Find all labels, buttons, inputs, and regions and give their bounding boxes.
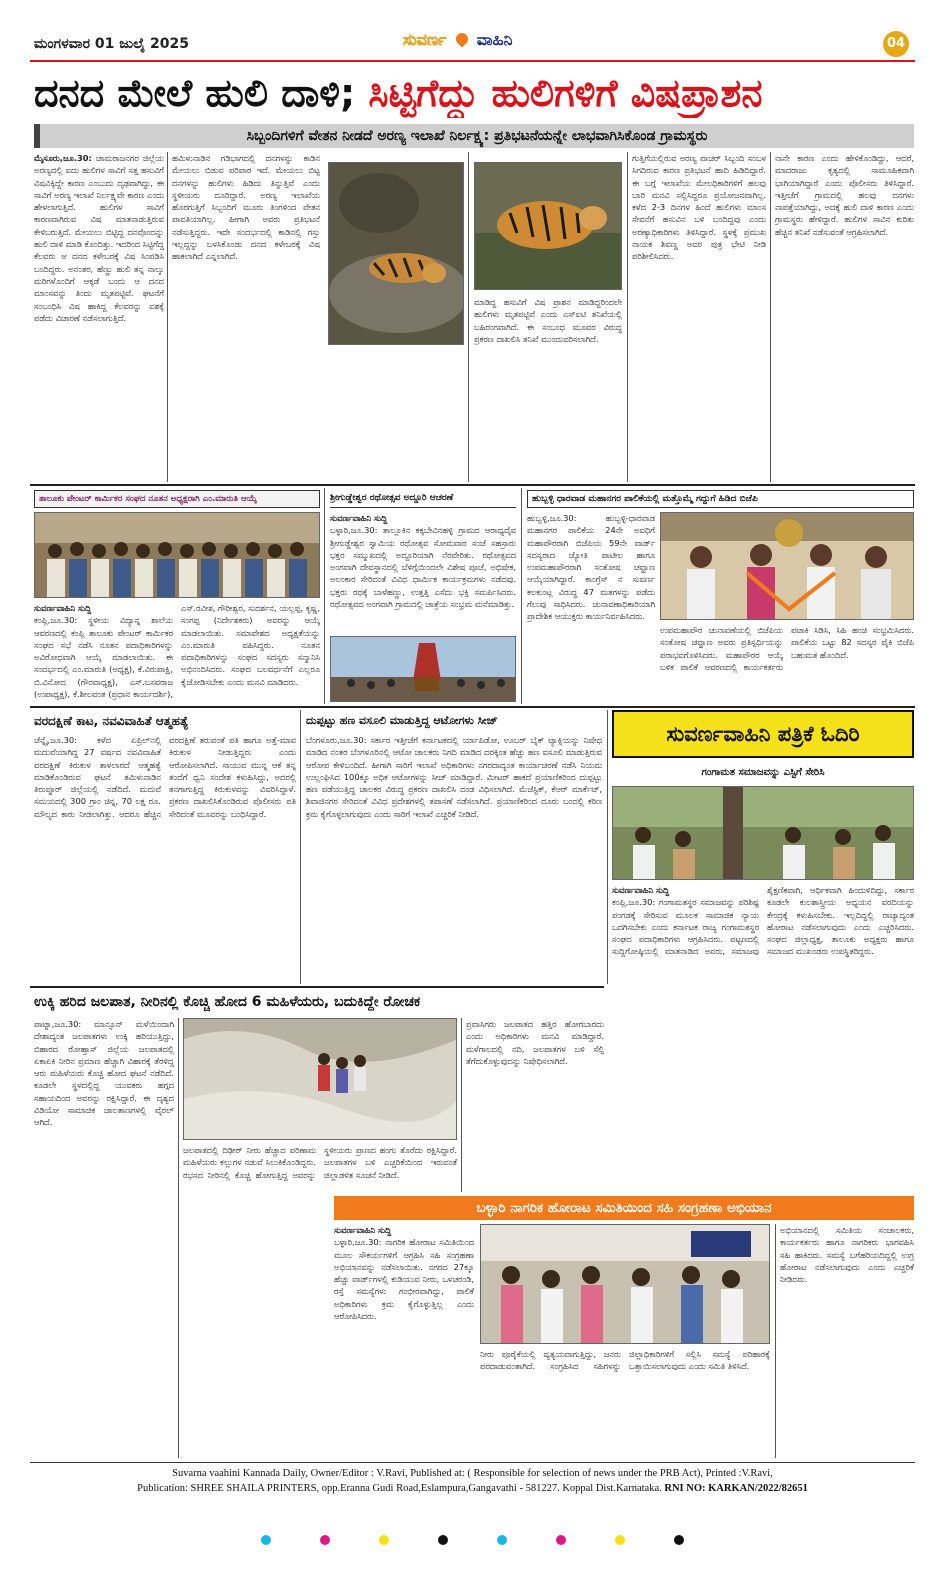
bellary-dateline: ಸುವರ್ಣವಾಹಿನಿ ಸುದ್ದಿ xyxy=(334,1225,392,1235)
imprint-line-2: Publication: SHREE SHAILA PRINTERS, opp.Eranna Gudi Road,Eslampura,Gangavathi - 581227. Koppal Dist.Karnataka. xyxy=(137,1483,662,1494)
taluk-text: ಕಂಪ್ಲಿ,ಜೂ.30: ಸ್ಥಳೀಯ ವಿದ್ಯಾನ್ನ ಶಾಲೆಯ ಆವರಣದಲ್ಲಿ ಕಂಪ್ಲಿ ತಾಲೂಕು ಪೇಂಟರ್ ಕಾರ್ಮಿಕರ ಸಂಘದ ಸಭೆ ನಡೆಸಿ ನೂತನ ಪದಾಧಿಕಾರಿಗಳನ್ನು ಅವಿರೋಧವಾಗಿ ಆಯ್ಕೆ ಮಾಡಲಾಯಿತು. ಈ ಸಂದರ್ಭದಲ್ಲಿ ಎಂ.ಮಾರುತಿ (ಅಧ್ಯಕ್ಷ), ಕೆ.ವಿರುಪಾಕ್ಷಿ, ಬಿ.ವಿನೋದ (ಗೌರವಾಧ್ಯಕ್ಷ), ಎಸ್.ಬಸವರಾಜ (ಉಪಾಧ್ಯಕ್ಷ), ಕೆ.ಶೀಲವಂತ (ಪ್ರಧಾನ ಕಾರ್ಯದರ್ಶಿ), ಎಸ್.ರವೀಶ, ಗೌರೀಶ್ವರ, ಸುದರ್ಶನ, ಯಲ್ಲಪ್ಪ, ಕೃಷ್ಣ, ಸಂಗಪ್ಪ (ನಿರ್ದೇಶಕರು) ಅವರನ್ನು ಆಯ್ಕೆ ಮಾಡಲಾಯಿತು. ಸಮಾವೇಶದ ಅಧ್ಯಕ್ಷತೆಯನ್ನು ಎಂ.ಮಾರುತಿ ವಹಿಸಿದ್ದರು. ನೂತನ ಪದಾಧಿಕಾರಿಗಳನ್ನು ಸಂಘದ ಸದಸ್ಯರು ಸನ್ಮಾನಿಸಿ ಅಭಿನಂದಿಸಿದರು. ಸಂಘದ ಬಲವರ್ಧನೆಗೆ ಎಲ್ಲರೂ ಕೈಜೋಡಿಸಬೇಕು ಎಂದು ಮನವಿ ಮಾಡಿದರು. xyxy=(34,603,320,700)
lead-col-1 xyxy=(34,152,164,482)
taluk-group-photo xyxy=(34,512,320,598)
lead-subhead xyxy=(34,124,914,148)
imprint-line-1: Suvarna vaahini Kannada Daily, Owner/Editor : V.Ravi, Published at: ( Responsible for selection of news under the PRB Act), Printed :V.Ravi, xyxy=(172,1468,773,1479)
waterfall-text-2: ಜಲಪಾತದಲ್ಲಿ ದಿಢೀರ್ ನೀರು ಹೆಚ್ಚಾದ ಪರಿಣಾಮ ಮಹಿಳೆಯರು ಕಲ್ಲುಗಳ ನಡುವೆ ಸಿಲುಕಿಕೊಂಡಿದ್ದರು. ರಭಸದ ನೀರಿನಲ್ಲಿ ಕೊಚ್ಚಿ ಹೋಗುತ್ತಿದ್ದ ಅವರನ್ನು ಸ್ಥಳೀಯರು ಪ್ರಾಣದ ಹಂಗು ತೊರೆದು ರಕ್ಷಿಸಿದ್ದಾರೆ. ಜಲಪಾತಗಳ ಬಳಿ ಎಚ್ಚರಿಕೆಯಿಂದ ಇರುವಂತೆ ಜಿಲ್ಲಾಡಳಿತ ಸೂಚನೆ ನೀಡಿದೆ. xyxy=(183,1145,457,1180)
dowry-text: ಚೆನ್ನೈ,ಜೂ.30: ಕಳೆದ ಏಪ್ರಿಲ್‌ನಲ್ಲಿ ಮದುವೆಯಾಗಿದ್ದ 27 ವರ್ಷದ ನವವಿವಾಹಿತೆ ವರದಕ್ಷಿಣೆ ಕಿರುಕುಳ ತಾಳಲಾರದೆ ಆತ್ಮಹತ್ಯೆ ಮಾಡಿಕೊಂಡಿರುವ ಘಟನೆ ತಮಿಳುನಾಡಿನ ತಿರುಪ್ಪೂರ್ ಜಿಲ್ಲೆಯಲ್ಲಿ ನಡೆದಿದೆ. ಮದುವೆ ಸಮಯದಲ್ಲಿ 300 ಗ್ರಾಂ ಚಿನ್ನ, 70 ಲಕ್ಷ ರೂ. ಮೌಲ್ಯದ ಕಾರು ನೀಡಲಾಗಿತ್ತು. ಆದರೂ ಹೆಚ್ಚಿನ ವರದಕ್ಷಿಣೆ ತರುವಂತೆ ಪತಿ ಹಾಗೂ ಅತ್ತೆ-ಮಾವ ಕಿರುಕುಳ ನೀಡುತ್ತಿದ್ದರು ಎಂದು ಆರೋಪಿಸಲಾಗಿದೆ. ಸಾಯುವ ಮುನ್ನ ಆಕೆ ತನ್ನ ತಂದೆಗೆ ಧ್ವನಿ ಸಂದೇಶ ಕಳುಹಿಸಿದ್ದು, ಅದರಲ್ಲಿ ತನಗಾಗುತ್ತಿದ್ದ ಕಿರುಕುಳವನ್ನು ವಿವರಿಸಿದ್ದಾಳೆ. ಪ್ರಕರಣ ದಾಖಲಿಸಿಕೊಂಡಿರುವ ಪೊಲೀಸರು ಪತಿ ಸೇರಿದಂತೆ ಮೂವರನ್ನು ಬಂಧಿಸಿದ್ದಾರೆ. xyxy=(34,735,296,819)
bellary-text-3: ಅಭಿಯಾನದಲ್ಲಿ ಸಮಿತಿಯ ಸಂಚಾಲಕರು, ಕಾರ್ಯಕರ್ತರು ಹಾಗೂ ನಾಗರಿಕರು ಭಾಗವಹಿಸಿ ಸಹಿ ಹಾಕಿದರು. ಸಮಸ್ಯೆ ಬಗೆಹರಿಯದಿದ್ದಲ್ಲಿ ಉಗ್ರ ಹೋರಾಟ ನಡೆಸಲಾಗುವುದು ಎಂದು ಎಚ್ಚರಿಕೆ ನೀಡಿದರು. xyxy=(780,1225,914,1285)
taluk-dateline: ಸುವರ್ಣವಾಹಿನಿ ಸುದ್ದಿ xyxy=(34,603,92,613)
ratha-photo xyxy=(330,636,516,702)
gangamata-headline: ಗಂಗಾಮತ ಸಮಾಜವನ್ನು ಎಸ್ಟಿಗೆ ಸೇರಿಸಿ xyxy=(701,767,825,778)
logo-flame-icon xyxy=(453,31,470,48)
masthead-logo xyxy=(403,30,513,58)
promo-text: ಸುವರ್ಣವಾಹಿನಿ ಪತ್ರಿಕೆ ಓದಿರಿ xyxy=(666,722,860,746)
waterfall-photo xyxy=(183,1018,457,1140)
ratha-headline-band xyxy=(330,490,516,508)
yellow-mark-2-icon xyxy=(615,1535,625,1545)
waterfall-headline: ಉಕ್ಕಿ ಹರಿದ ಜಲಪಾತ, ನೀರಿನಲ್ಲಿ ಕೊಚ್ಚಿ ಹೋದ 6 ಮಹಿಳೆಯರು, ಬದುಕಿದ್ದೇ ರೋಚಕ xyxy=(34,994,421,1010)
masthead-rule xyxy=(30,60,915,62)
logo-vahini: ವಾಹಿನಿ xyxy=(476,30,513,49)
lead-col-2: ಹಮಿಳುನಾಡಿನ ಗಡಿಭಾಗದಲ್ಲಿ ದನಗಳನ್ನು ಕಾಡಿನ ಮೇಯಲು ಬಿಡುವ ಪರಿಪಾಠ ಇದೆ. ಮೇಯಲು ಬಿಟ್ಟ ದನಗಳನ್ನು ಹುಲಿಗಳು ಹಿಡಿದು ತಿನ್ನುತ್ತಿವೆ ಎಂದು ಸ್ಥಳೀಯರು ದೂರಿದ್ದಾರೆ. ಅರಣ್ಯ ಇಲಾಖೆಯ ಹೊರಗುತ್ತಿಗೆ ಸಿಬ್ಬಂದಿಗೆ ಮೂರು ತಿಂಗಳಿಂದ ವೇತನ ಪಾವತಿಯಾಗಿಲ್ಲ. ಹೀಗಾಗಿ ಅವರು ಪ್ರತಿಭಟನೆ ನಡೆಸುತ್ತಿದ್ದರು. ಇದೇ ಸಂದರ್ಭದಲ್ಲಿ ಕಾಡಿನಲ್ಲಿ ಗಸ್ತು ಇಲ್ಲದ್ದನ್ನು ಬಳಸಿಕೊಂಡು ದನದ ಕಳೇಬರಕ್ಕೆ ವಿಷ ಹಾಕಲಾಗಿದೆ ಎನ್ನಲಾಗಿದೆ. xyxy=(172,153,320,262)
gangamata-text xyxy=(612,884,914,1184)
group-photo-image xyxy=(35,513,320,598)
lead-col-1-text: ಚಾಮರಾಜನಗರ ಜಿಲ್ಲೆಯ ಅರಣ್ಯದಲ್ಲಿ ಐದು ಹುಲಿಗಳ ಸಾವಿಗೆ ಸತ್ತ ಹಸುವಿಗೆ ವಿಷವಿಕ್ಕಿದ್ದೇ ಕಾರಣ ಎಂಬುದು ದೃಢವಾಗಿದ್ದು, ಈ ಸಾವಿಗೆ ಅರಣ್ಯ ಇಲಾಖೆ ನಿರ್ಲಕ್ಷ್ಯವೇ ಕಾರಣ ಎಂದು ಹೇಳಲಾಗುತ್ತಿದೆ. ಹುಲಿಗಳ ಸಾವಿಗೆ ಕಾರಣವಾಗಿರುವ ವಿಷ ಮಾತನಾಡುತ್ತಿರುವ ಕೇಳಿಬರುತ್ತಿದೆ. ಮೇಯಲು ಬಿಟ್ಟಿದ್ದ ದನವೊಂದನ್ನು ಹುಲಿ ದಾಳಿ ಮಾಡಿ ಕೊಂದಿತ್ತು. ಇದರಿಂದ ಸಿಟ್ಟಿಗೆದ್ದ ಕೆಲವರು ಆ ದನದ ಕಳೇಬರಕ್ಕೆ ವಿಷ ಸಿಂಪಡಿಸಿ ಬಂದಿದ್ದರು. ಅನಂತರ, ಹೆಣ್ಣು ಹುಲಿ ತನ್ನ ನಾಲ್ಕು ಮರಿಗಳೊಂದಿಗೆ ಆಕ್ಕಡೆ ಬಂದು ಆ ದನದ ಮಾಂಸವನ್ನು ತಿಂದು ಮೃತಪಟ್ಟಿವೆ. ಘಟನೆಗೆ ಸಂಬಂಧಿಸಿ ವಿಷ ಹಾಕಿದ್ದ ಕೆಲವರನ್ನು ವಶಕ್ಕೆ ಪಡೆದು ವಿಚಾರಣೆ ನಡೆಸಲಾಗುತ್ತಿದೆ. xyxy=(34,153,164,323)
lead-col-3: ಮಾಡಿದ್ದ ಹಸುವಿಗೆ ವಿಷ ಪ್ರಾಶನ ಮಾಡಿದ್ದರಿಂದಲೇ ಹುಲಿಗಳು ಮೃತಪಟ್ಟಿವೆ ಎಂದು ಎಸ್ಐಟಿ ತನಿಖೆಯಲ್ಲಿ ಬಹಿರಂಗವಾಗಿದೆ. ಈ ಸಂಬಂಧ ಮೂವರ ವಿರುದ್ಧ ಪ್ರಕರಣ ದಾಖಲಿಸಿ ತನಿಖೆ ಮುಂದುವರಿಸಲಾಗಿದೆ. xyxy=(474,297,622,344)
auto-headline: ದುಪ್ಪಟ್ಟು ಹಣ ವಸೂಲಿ ಮಾಡುತ್ತಿದ್ದ ಆಟೋಗಳು ಸೀಜ್ xyxy=(306,714,498,727)
bellary-body-1: ಬಳ್ಳಾರಿ,ಜೂ.30: ನಾಗರಿಕ ಹೋರಾಟ ಸಮಿತಿಯಿಂದ ಮೂಲ ಸೌಕರ್ಯಗಳಿಗೆ ಆಗ್ರಹಿಸಿ ಸಹಿ ಸಂಗ್ರಹಣಾ ಅಭಿಯಾನವನ್ನು ನಡೆಸಲಾಯಿತು. ನಗರದ 27ಕ್ಕೂ ಹೆಚ್ಚು ವಾರ್ಡ್‌ಗಳಲ್ಲಿ ಕುಡಿಯುವ ನೀರು, ಒಳಚರಂಡಿ, ರಸ್ತೆ ಸಮಸ್ಯೆಗಳು ಗಂಭೀರವಾಗಿದ್ದು, ಪಾಲಿಕೆ ಅಧಿಕಾರಿಗಳು ಕ್ರಮ ಕೈಗೊಳ್ಳುತ್ತಿಲ್ಲ ಎಂದು ಆರೋಪಿಸಿದರು. xyxy=(334,1237,474,1322)
ratha-text: ಬಳ್ಳಾರಿ,ಜೂ.30: ತಾಲ್ಲೂಕಿನ ಕಕ್ಕಬೇವಿನಹಳ್ಳಿ ಗ್ರಾಮದ ಆರಾಧ್ಯದೈವ ಶ್ರೀಗುಡ್ಡೇಶ್ವರ ಸ್ವಾಮಿಯ ರಥೋತ್ಸವ ಸೋಮವಾರ ಸಂಜೆ ಸಹಸ್ರಾರು ಭಕ್ತರ ಸಮ್ಮುಖದಲ್ಲಿ ಅದ್ದೂರಿಯಾಗಿ ನೆರವೇರಿತು. ರಥೋತ್ಸವದ ಅಂಗವಾಗಿ ದೇವಸ್ಥಾನದಲ್ಲಿ ಬೆಳಿಗ್ಗೆಯಿಂದಲೇ ವಿಶೇಷ ಪೂಜೆ, ಅಭಿಷೇಕ, ಅಲಂಕಾರ ಸೇರಿದಂತೆ ವಿವಿಧ ಧಾರ್ಮಿಕ ಕಾರ್ಯಕ್ರಮಗಳು ನಡೆದವು. ಭಕ್ತರು ರಥಕ್ಕೆ ಬಾಳೆಹಣ್ಣು, ಉತ್ತತ್ತಿ ಎಸೆದು ಭಕ್ತಿ ಸಮರ್ಪಿಸಿದರು. ರಥೋತ್ಸವದ ಅಂಗವಾಗಿ ಗ್ರಾಮದಲ್ಲಿ ಜಾತ್ರೆಯ ಸಂಭ್ರಮ ಮನೆಮಾಡಿತ್ತು. xyxy=(330,525,516,610)
magenta-mark-icon xyxy=(320,1535,330,1545)
dead-tiger-2-image xyxy=(475,163,622,290)
cyan-mark-icon xyxy=(261,1535,271,1545)
registration-marks xyxy=(0,1530,945,1542)
magenta-mark-2-icon xyxy=(556,1535,566,1545)
auto-text: ಬೆಂಗಳೂರು,ಜೂ.30: ಸರ್ಕಾರ ಇತ್ತೀಚೆಗೆ ಕರ್ನಾಟಕದಲ್ಲಿ ರ್ಯಾಪಿಡೋ, ಊಬರ್ ಬೈಕ್ ಟ್ಯಾಕ್ಸಿಯನ್ನು ನಿಷೇಧ ಮಾಡಿದ ನಂತರ ಬೆಂಗಳೂರಿನಲ್ಲಿ ಆಟೋ ಚಾಲಕರು ನಿಗದಿ ಮಾಡಿದ ದರಕ್ಕಿಂತ ಹೆಚ್ಚು ಹಣ ವಸೂಲಿ ಮಾಡುತ್ತಿರುವ ಆರೋಪ ಕೇಳಿಬಂದಿದೆ. ಹೀಗಾಗಿ ಸಾರಿಗೆ ಇಲಾಖೆ ಅಧಿಕಾರಿಗಳು ನಗರದಾದ್ಯಂತ ಕಾರ್ಯಾಚರಣೆ ನಡೆಸಿ ನಿಯಮ ಉಲ್ಲಂಘಿಸಿದ 100ಕ್ಕೂ ಅಧಿಕ ಆಟೋಗಳನ್ನು ಸೀಜ್ ಮಾಡಿದ್ದಾರೆ. ಮೀಟರ್ ಹಾಕದೆ ಪ್ರಯಾಣಿಕರಿಂದ ದುಪ್ಪಟ್ಟು ಹಣ ಪಡೆಯುತ್ತಿದ್ದ ಚಾಲಕರ ವಿರುದ್ಧ ಪ್ರಕರಣ ದಾಖಲಿಸಿ ದಂಡ ವಿಧಿಸಲಾಗಿದೆ. ಮೆಜೆಸ್ಟಿಕ್, ಕೆಆರ್ ಮಾರ್ಕೆಟ್, ಶಿವಾಜಿನಗರ ಸೇರಿದಂತೆ ವಿವಿಧ ಪ್ರದೇಶಗಳಲ್ಲಿ ತಪಾಸಣೆ ನಡೆಸಲಾಗಿದೆ. ಪ್ರಯಾಣಿಕರಿಂದ ದೂರು ಬಂದಲ್ಲಿ ಕಠಿಣ ಕ್ರಮ ಕೈಗೊಳ್ಳಲಾಗುವುದು ಎಂದು ಸಾರಿಗೆ ಇಲಾಖೆ ಎಚ್ಚರಿಕೆ ನೀಡಿದೆ. xyxy=(306,735,602,819)
lead-col-5: ನಾನೇ ಕಾರಣ ಎಂದು ಹೇಳಿಕೊಂಡಿದ್ದು, ಆದರೆ, ಮಾದರಾಜು ಕೃತ್ಯದಲ್ಲಿ ಸಾಮೂಹಿಕವಾಗಿ ಭಾಗಿಯಾಗಿದ್ದಾರೆ ಎಂದು ಪೊಲೀಸರು ತಿಳಿಸಿದ್ದಾರೆ. ಇತ್ತೀಚೆಗೆ ಗ್ರಾಮದಲ್ಲಿ ಹಲವು ದನಗಳು ನಾಪತ್ತೆಯಾಗಿದ್ದು, ಅದಕ್ಕೆ ಹುಲಿ ದಾಳಿ ಕಾರಣ ಎಂದು ಗ್ರಾಮಸ್ಥರು ಹೇಳಿದ್ದಾರೆ. ಹುಲಿಗಳ ಸಾವಿನ ಕುರಿತು ಹೆಚ್ಚಿನ ತನಿಖೆ ನಡೆಸುವಂತೆ ಆಗ್ರಹಿಸಲಾಗಿದೆ. xyxy=(775,153,914,237)
waterfall-text-1: ಪಾಟ್ನಾ,ಜೂ.30: ಮಾನ್ಸೂನ್ ಮಳೆಯಿಂದಾಗಿ ದೇಶಾದ್ಯಂತ ಜಲಪಾತಗಳು ಉಕ್ಕಿ ಹರಿಯುತ್ತಿದ್ದು, ಬಿಹಾರದ ರೋಹ್ತಾಸ್ ಜಿಲ್ಲೆಯ ಜಲಪಾತದಲ್ಲಿ ಏಕಾಏಕಿ ನೀರಿನ ಪ್ರಮಾಣ ಹೆಚ್ಚಾಗಿ ವಿಹಾರಕ್ಕೆ ತೆರಳಿದ್ದ ಆರು ಮಹಿಳೆಯರು ಕೊಚ್ಚಿ ಹೋದ ಘಟನೆ ನಡೆದಿದೆ. ಕೂಡಲೇ ಸ್ಥಳದಲ್ಲಿದ್ದ ಯುವಕರು ಹಗ್ಗದ ಸಹಾಯದಿಂದ ಅವರನ್ನು ರಕ್ಷಿಸಿದ್ದಾರೆ. ಈ ದೃಶ್ಯದ ವಿಡಿಯೋ ಸಾಮಾಜಿಕ ಜಾಲತಾಣಗಳಲ್ಲಿ ವೈರಲ್ ಆಗಿದೆ. xyxy=(34,1019,174,1128)
bjp-headline: ಹುಬ್ಬಳ್ಳಿ ಧಾರವಾಡ ಮಹಾನಗರ ಪಾಲಿಕೆಯಲ್ಲಿ ಮತ್ತೊಮ್ಮೆ ಗದ್ದುಗೆ ಹಿಡಿದ ಬಿಜೆಪಿ xyxy=(532,494,758,504)
logo-suvarna: ಸುವರ್ಣ xyxy=(403,30,447,49)
bellary-text-1 xyxy=(334,1224,474,1458)
imprint xyxy=(30,1466,915,1502)
lead-headline xyxy=(34,68,914,118)
yellow-mark-icon xyxy=(379,1535,389,1545)
taluk-headline-band xyxy=(34,490,320,508)
chariot-festival-image xyxy=(331,637,516,702)
cyan-mark-2-icon xyxy=(497,1535,507,1545)
gangamata-body: ಕಂಪ್ಲಿ,ಜೂ.30: ಗಂಗಾಮತಸ್ಥರ ಸಮಾಜವನ್ನು ಪರಿಶಿಷ್ಟ ಪಂಗಡಕ್ಕೆ ಸೇರಿಸುವ ಮೂಲಕ ಸಾಮಾಜಿಕ ನ್ಯಾಯ ಒದಗಿಸಬೇಕು ಎಂದು ಕರ್ನಾಟಕ ರಾಜ್ಯ ಗಂಗಾಮತಸ್ಥರ ಸಂಘದ ಪದಾಧಿಕಾರಿಗಳು ಆಗ್ರಹಿಸಿದರು. ಪಟ್ಟಣದಲ್ಲಿ ಸುದ್ದಿಗೋಷ್ಠಿಯಲ್ಲಿ ಮಾತನಾಡಿದ ಅವರು, ಸಮಾಜವು ಶೈಕ್ಷಣಿಕವಾಗಿ, ಆರ್ಥಿಕವಾಗಿ ಹಿಂದುಳಿದಿದ್ದು, ಸರ್ಕಾರ ಕೂಡಲೇ ಕುಲಶಾಸ್ತ್ರೀಯ ಅಧ್ಯಯನ ವರದಿಯನ್ನು ಕೇಂದ್ರಕ್ಕೆ ಕಳುಹಿಸಬೇಕು. ಇಲ್ಲದಿದ್ದಲ್ಲಿ ರಾಜ್ಯಾದ್ಯಂತ ಹೋರಾಟ ನಡೆಸಲಾಗುವುದು ಎಂದು ಎಚ್ಚರಿಸಿದರು. ಸಂಘದ ಜಿಲ್ಲಾಧ್ಯಕ್ಷ, ತಾಲೂಕು ಅಧ್ಯಕ್ಷರು ಹಾಗೂ ಸಮಾಜದ ಮುಖಂಡರು ಉಪಸ್ಥಿತರಿದ್ದರು. xyxy=(612,885,914,957)
lead-photo-tiger-2 xyxy=(474,162,622,290)
bellary-text-2: ನೀರು ಪೂರೈಕೆಯಲ್ಲಿ ವ್ಯತ್ಯಯವಾಗುತ್ತಿದ್ದು, ಜನರು ಪರದಾಡುವಂತಾಗಿದೆ. ಸಂಗ್ರಹಿಸಿದ ಸಹಿಗಳನ್ನು ಜಿಲ್ಲಾಧಿಕಾರಿಗಳಿಗೆ ಸಲ್ಲಿಸಿ ಸಮಸ್ಯೆ ಪರಿಹಾರಕ್ಕೆ ಒತ್ತಾಯಿಸಲಾಗುವುದು ಎಂದು ಸಮಿತಿ ತಿಳಿಸಿದೆ. xyxy=(480,1349,770,1372)
taluk-story-text xyxy=(34,602,320,702)
bjp-headline-band xyxy=(527,490,914,508)
bjp-photo xyxy=(660,512,914,620)
imprint-line-2-wrap xyxy=(30,1481,915,1496)
lead-dateline: ಮೈಸೂರು,ಜೂ.30: xyxy=(34,153,92,163)
bellary-photo xyxy=(480,1224,770,1344)
waterfall-rescue-image xyxy=(184,1019,457,1140)
taluk-headline: ತಾಲೂಕು ಪೇಂಟರ್ ಕಾರ್ಮಿಕರ ಸಂಘದ ನೂತನ ಅಧ್ಯಕ್ಷರಾಗಿ ಎಂ.ಮಾರುತಿ ಆಯ್ಕೆ xyxy=(39,494,257,504)
lead-headline-red: ಸಿಟ್ಟಿಗೆದ್ದು ಹುಲಿಗಳಿಗೆ ವಿಷಪ್ರಾಶನ xyxy=(368,71,763,115)
lead-subhead-text: ಸಿಬ್ಬಂದಿಗಳಿಗೆ ವೇತನ ನೀಡದೆ ಅರಣ್ಯ ಇಲಾಖೆ ನಿರ್ಲಕ್ಷ್ಯ: ಪ್ರತಿಭಟನೆಯನ್ನೇ ಲಾಭವಾಗಿಸಿಕೊಂಡ ಗ್ರಾಮಸ್ಥರು xyxy=(246,128,708,144)
bjp-text-1: ಹುಬ್ಬಳ್ಳಿ,ಜೂ.30: ಹುಬ್ಬಳ್ಳಿ-ಧಾರವಾಡ ಮಹಾನಗರ ಪಾಲಿಕೆಯ 24ನೇ ಅವಧಿಗೆ ಮಹಾಪೌರರಾಗಿ ಬಿಜೆಪಿಯ 59ನೇ ವಾರ್ಡ್ ಸದಸ್ಯರಾದ ಜ್ಯೋತಿ ಪಾಟೀಲ ಹಾಗೂ ಉಪಮಹಾಪೌರರಾಗಿ ಸಂತೋಷ ಚವ್ಹಾಣ ಆಯ್ಕೆಯಾಗಿದ್ದಾರೆ. ಕಾಂಗ್ರೆಸ್ ನ ಸುವರ್ಣ ಕಲಕುಂಟ್ಲ ವಿರುದ್ಧ 47 ಮತಗಳನ್ನು ಪಡೆದು ಗೆಲುವು ಸಾಧಿಸಿದರು. ಚುನಾವಣಾಧಿಕಾರಿಯಾಗಿ ಪ್ರಾದೇಶಿಕ ಆಯುಕ್ತರು ಕಾರ್ಯನಿರ್ವಹಿಸಿದರು. xyxy=(527,513,655,622)
page-number: 04 xyxy=(883,31,909,57)
dowry-headline: ವರದಕ್ಷಿಣೆ ಕಾಟ, ನವವಿವಾಹಿತೆ ಆತ್ಮಹತ್ಯೆ xyxy=(34,714,189,728)
ratha-dateline: ಸುವರ್ಣವಾಹಿನಿ ಸುದ್ದಿ xyxy=(330,513,388,523)
bellary-headline: ಬಳ್ಳಾರಿ ನಾಗರಿಕ ಹೋರಾಟ ಸಮಿತಿಯಿಂದ ಸಹಿ ಸಂಗ್ರಹಣಾ ಅಭಿಯಾನ xyxy=(476,1200,772,1216)
lead-photo-caption xyxy=(328,348,464,388)
waterfall-text-3: ಪ್ರವಾಸಿಗರು ಜಲಪಾತದ ಹತ್ತಿರ ಹೋಗಬಾರದು ಎಂದು ಅಧಿಕಾರಿಗಳು ಮನವಿ ಮಾಡಿದ್ದಾರೆ. ಮಳೆಗಾಲದಲ್ಲಿ ನದಿ, ಜಲಪಾತಗಳ ಬಳಿ ಸೆಲ್ಫಿ ತೆಗೆದುಕೊಳ್ಳುವುದನ್ನು ನಿಷೇಧಿಸಲಾಗಿದೆ. xyxy=(466,1019,604,1066)
ratha-headline: ಶ್ರೀಗುಡ್ಡೇಶ್ವರ ರಥೋತ್ಸವ ಅದ್ದೂರಿ ಆಚರಣೆ xyxy=(330,493,454,503)
black-mark-2-icon xyxy=(674,1535,684,1545)
community-meeting-image xyxy=(613,787,914,880)
gangamata-dateline: ಸುವರ್ಣವಾಹಿನಿ ಸುದ್ದಿ xyxy=(612,885,670,895)
lead-photo-tiger-1 xyxy=(328,162,464,345)
lead-headline-black: ದನದ ಮೇಲೆ ಹುಲಿ ದಾಳಿ; xyxy=(34,71,356,115)
dead-tiger-image xyxy=(329,163,464,345)
masthead-date: ಮಂಗಳವಾರ 01 ಜುಲೈ 2025 xyxy=(34,36,189,52)
imprint-rni: RNI NO: KARKAN/2022/82651 xyxy=(664,1483,808,1494)
signature-campaign-image xyxy=(481,1225,770,1344)
black-mark-icon xyxy=(438,1535,448,1545)
promo-box[interactable] xyxy=(612,710,914,758)
ratha-story-text xyxy=(330,512,516,632)
masthead xyxy=(0,30,945,62)
mayor-celebration-image xyxy=(661,513,914,620)
lead-col-4: ಗುತ್ತಿಗೆಯಲ್ಲಿರುವ ಅರಣ್ಯ ವಾಚರ್ ಸಿಬ್ಬಂದಿ ಸಂಬಳ ಸಿಗದಿರುವ ಕಾರಣ ಪ್ರತಿಭಟನೆ ಹಾದಿ ಹಿಡಿದಿದ್ದಾರೆ. ಈ ಬಗ್ಗೆ ಇಲಾಖೆಯ ಮೇಲಧಿಕಾರಿಗಳಿಗೆ ಹಲವು ಬಾರಿ ಮನವಿ ಸಲ್ಲಿಸಿದ್ದರೂ ಪ್ರಯೋಜನವಾಗಿಲ್ಲ. ಕಳೆದ 2-3 ದಿನಗಳ ಹಿಂದೆ ಹುಲಿಗಳು ಮಾಂಸ ಸೇವನೆಗೆ ಹಸುವಿನ ಬಳಿ ಬಂದಿದ್ದವು ಎಂದು ಅರಣ್ಯಾಧಿಕಾರಿಗಳು ತಿಳಿಸಿದ್ದಾರೆ. ಸ್ಥಳಕ್ಕೆ ಪ್ರಮುಖ ನಾಯಕ ಶಿವಣ್ಣ ಅವರ ಪುತ್ರ ಭೇಟಿ ನೀಡಿ ಪರಿಶೀಲಿಸಿದರು. xyxy=(632,153,766,262)
gangamata-photo xyxy=(612,786,914,880)
bjp-text-2: ಉಪಮಹಾಪೌರ ಚುನಾವಣೆಯಲ್ಲಿ ಬಿಜೆಪಿಯ ಸಂತೋಷ ಚವ್ಹಾಣ ಅವರು ಪ್ರತಿಸ್ಪರ್ಧಿಯನ್ನು ಪರಾಭವಗೊಳಿಸಿದರು. ಮಹಾಪೌರರ ಆಯ್ಕೆ ಬಳಿಕ ಪಾಲಿಕೆ ಆವರಣದಲ್ಲಿ ಕಾರ್ಯಕರ್ತರು ಪಟಾಕಿ ಸಿಡಿಸಿ, ಸಿಹಿ ಹಂಚಿ ಸಂಭ್ರಮಿಸಿದರು. ಪಾಲಿಕೆಯ ಒಟ್ಟು 82 ಸದಸ್ಯರ ಪೈಕಿ ಬಿಜೆಪಿ ಬಹುಮತ ಹೊಂದಿದೆ. xyxy=(660,625,914,672)
bellary-banner xyxy=(334,1196,914,1220)
